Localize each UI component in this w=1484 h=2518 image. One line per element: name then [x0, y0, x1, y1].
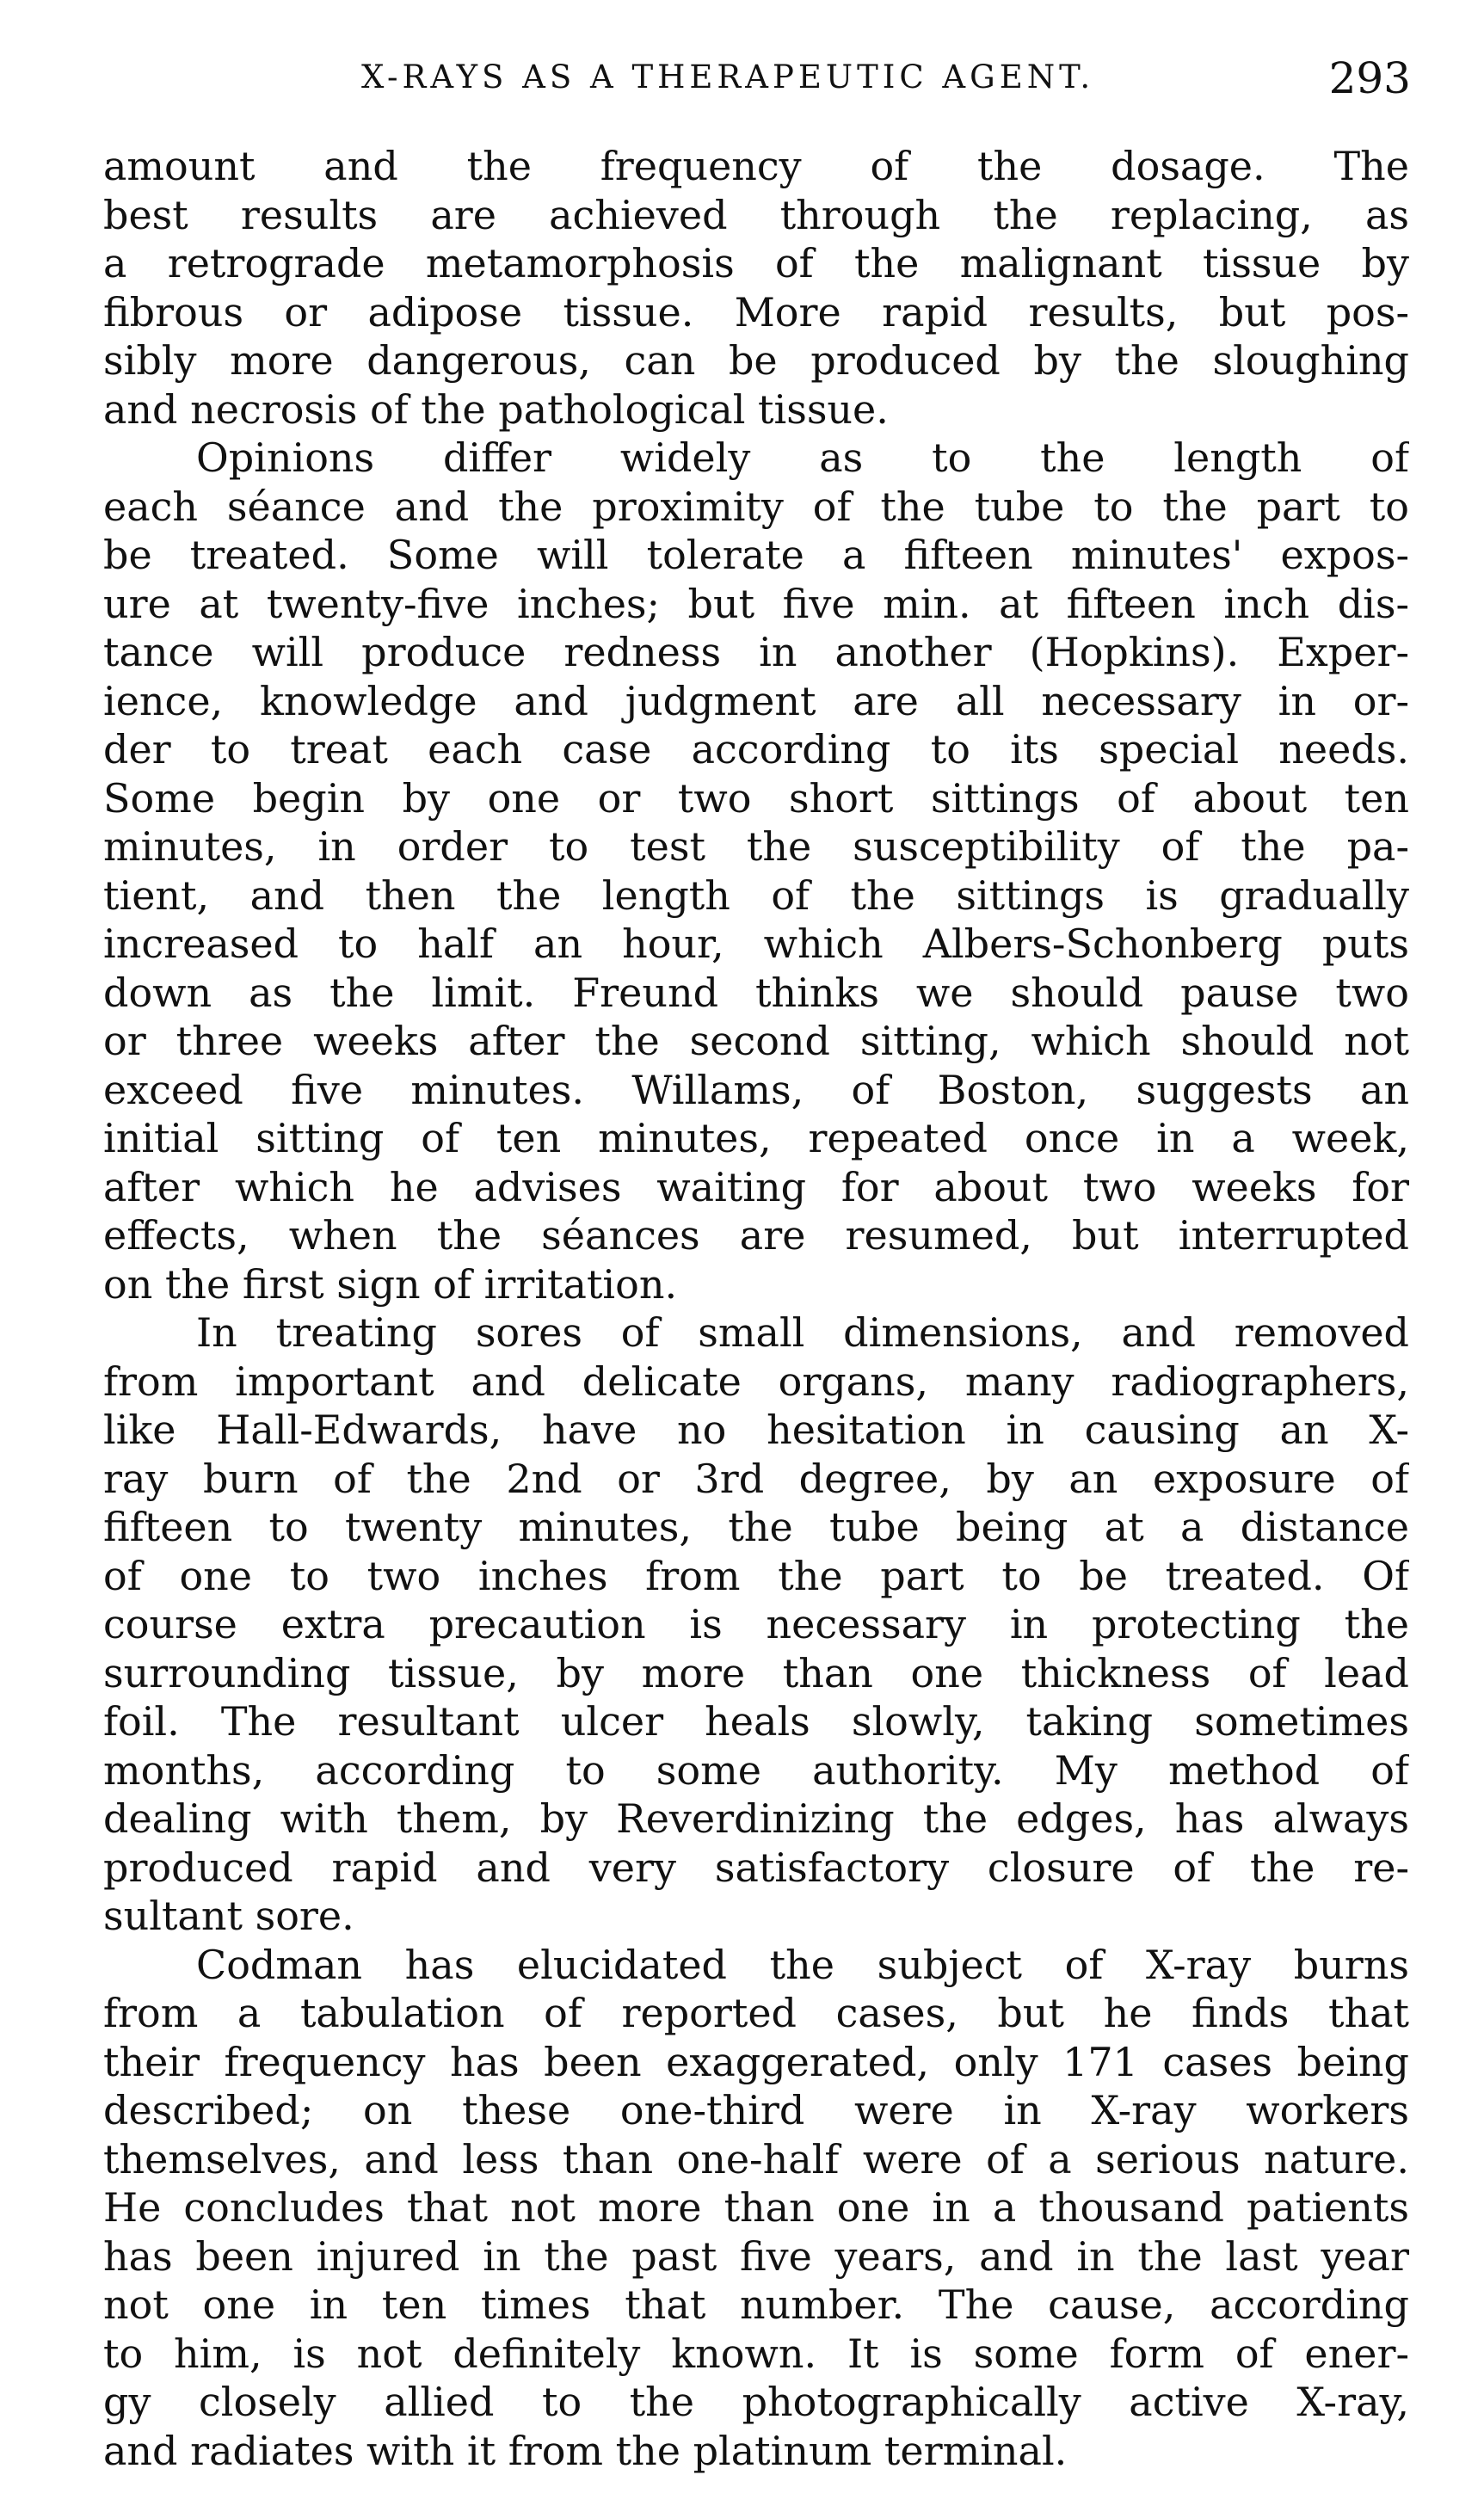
text-line: tient, and then the length of the sittings is gradually — [103, 871, 1409, 919]
text-line: dealing with them, by Reverdinizing the edges, has always — [103, 1795, 1409, 1842]
text-line: of one to two inches from the part to be treated. Of — [103, 1552, 1409, 1599]
text-line: produced rapid and very satisfactory closure of the re- — [103, 1844, 1409, 1891]
paragraph-3 — [103, 1308, 1409, 1941]
text-line: initial sitting of ten minutes, repeated once in a week, — [103, 1115, 1409, 1161]
text-line: described; on these one-third were in X-ray workers — [103, 2087, 1409, 2133]
text-line: fifteen to twenty minutes, the tube being at a distance — [103, 1504, 1409, 1550]
text-line: ray burn of the 2nd or 3rd degree, by an exposure of — [103, 1455, 1409, 1502]
text-line: to him, is not definitely known. It is some form of ener- — [103, 2330, 1409, 2377]
paragraph-2 — [103, 434, 1409, 1308]
text-line: from a tabulation of reported cases, but he finds that — [103, 1990, 1409, 2036]
text-line: In treating sores of small dimensions, and removed — [196, 1309, 1409, 1356]
text-line: der to treat each case according to its special needs. — [103, 726, 1409, 773]
text-line: foil. The resultant ulcer heals slowly, taking sometimes — [103, 1698, 1409, 1745]
text-line: amount and the frequency of the dosage. The — [103, 143, 1409, 189]
text-line: each séance and the proximity of the tube to the part to — [103, 483, 1409, 530]
text-line: a retrograde metamorphosis of the malignant tissue by — [103, 240, 1409, 286]
text-line: Codman has elucidated the subject of X-ray burns — [196, 1941, 1409, 1988]
running-title: X-RAYS AS A THERAPEUTIC AGENT. — [361, 58, 1095, 95]
text-line: Opinions differ widely as to the length of — [196, 434, 1409, 481]
text-line: on the first sign of irritation. — [103, 1260, 678, 1308]
paragraph-4 — [103, 1941, 1409, 2476]
text-line: their frequency has been exaggerated, only 171 cases being — [103, 2038, 1409, 2085]
text-line: from important and delicate organs, many radiographers, — [103, 1358, 1409, 1405]
text-line: ience, knowledge and judgment are all necessary in or- — [103, 677, 1409, 724]
text-line: has been injured in the past five years, and in the last year — [103, 2232, 1409, 2280]
text-line: like Hall-Edwards, have no hesitation in causing an X- — [103, 1407, 1409, 1453]
text-line: fibrous or adipose tissue. More rapid results, but pos- — [103, 288, 1409, 336]
text-line: He concludes that not more than one in a thousand patients — [103, 2184, 1409, 2231]
text-line: sultant sore. — [103, 1893, 354, 1939]
text-line: tance will produce redness in another (Hopkins). Exper- — [103, 629, 1409, 675]
text-line: exceed five minutes. Willams, of Boston, suggests an — [103, 1066, 1409, 1113]
text-line: minutes, in order to test the susceptibility of the pa- — [103, 823, 1409, 870]
page-number: 293 — [1328, 53, 1411, 103]
running-head — [103, 53, 1411, 119]
text-line: or three weeks after the second sitting, which should not — [103, 1018, 1409, 1064]
text-line: and radiates with it from the platinum terminal. — [103, 2427, 1068, 2474]
text-line: ure at twenty-five inches; but five min. at fifteen inch dis- — [103, 580, 1409, 627]
text-line: effects, when the séances are resumed, but interrupted — [103, 1212, 1409, 1259]
text-line: not one in ten times that number. The cause, according — [103, 2281, 1409, 2328]
text-line: after which he advises waiting for about two weeks for — [103, 1163, 1409, 1210]
text-line: course extra precaution is necessary in protecting the — [103, 1601, 1409, 1647]
text-line: best results are achieved through the replacing, as — [103, 191, 1409, 238]
text-line: and necrosis of the pathological tissue. — [103, 385, 889, 433]
text-line: months, according to some authority. My method of — [103, 1746, 1409, 1794]
text-line: increased to half an hour, which Albers-Schonberg puts — [103, 920, 1409, 967]
text-line: themselves, and less than one-half were of a serious nature. — [103, 2135, 1409, 2182]
text-line: sibly more dangerous, can be produced by the sloughing — [103, 337, 1409, 384]
text-line: be treated. Some will tolerate a fifteen minutes' expos- — [103, 532, 1409, 578]
body-text — [103, 142, 1409, 2475]
text-line: down as the limit. Freund thinks we should pause two — [103, 969, 1409, 1016]
text-line: surrounding tissue, by more than one thickness of lead — [103, 1649, 1409, 1696]
text-line: Some begin by one or two short sittings of about ten — [103, 774, 1409, 822]
paragraph-1 — [103, 142, 1409, 434]
text-line: gy closely allied to the photographically active X-ray, — [103, 2379, 1409, 2425]
